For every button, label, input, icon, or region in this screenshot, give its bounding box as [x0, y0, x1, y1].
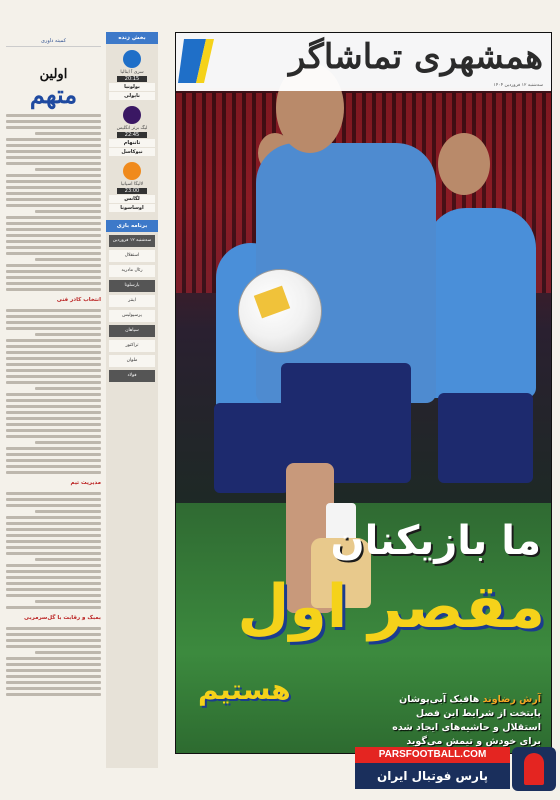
subsection-title-3: بمبک و رقابت با گل‌سرمربی — [24, 615, 101, 621]
schedule-slot: پرسپولیس — [109, 310, 155, 322]
masthead — [176, 33, 551, 91]
match-card — [109, 50, 155, 100]
left-text-column — [6, 38, 101, 778]
match-time: 23:00 — [117, 188, 147, 194]
player-left-shorts — [214, 403, 289, 493]
cover-lead — [376, 693, 541, 749]
cover-lead-name: آرش رضاوند — [482, 694, 541, 705]
masthead-title: همشهری تماشاگر — [288, 37, 543, 77]
player-right-shirt — [426, 208, 536, 398]
cover-headline-main: مقصر اول — [237, 572, 545, 642]
match-competition: لیگ برتر انگلیس — [116, 126, 148, 131]
schedule-slot: بارسلونا — [109, 280, 155, 292]
schedule-header: بخش زنده — [106, 32, 158, 44]
match-home-team: تاتنهام — [109, 139, 155, 147]
schedule-slot: سپاهان — [109, 325, 155, 337]
player-right-shorts — [438, 393, 533, 483]
league-logo-icon — [123, 106, 141, 124]
match-competition: سری آ ایتالیا — [120, 70, 144, 75]
match-card — [109, 162, 155, 212]
match-time: 20:15 — [117, 76, 147, 82]
match-away-team: ناپولی — [109, 92, 155, 100]
subsection-title-2: مدیریت تیم — [70, 480, 101, 486]
credit-url: PARSFOOTBALL.COM — [355, 747, 510, 763]
league-logo-icon — [123, 50, 141, 68]
story-body — [6, 114, 101, 291]
subsection-body-1 — [6, 309, 101, 474]
schedule-slot: ملوان — [109, 355, 155, 367]
match-home-team: لگانس — [109, 195, 155, 203]
cover-headline-top: ما بازیکنان — [330, 518, 541, 564]
credit-name: پارس فوتبال ایران — [355, 763, 510, 789]
match-competition: لالیگا اسپانیا — [120, 182, 144, 187]
match-card — [109, 106, 155, 156]
subsection-body-2 — [6, 492, 101, 609]
cover-photo — [175, 32, 552, 754]
schedule-slot: سه‌شنبه ۱۲ فروردین — [109, 235, 155, 247]
tv-schedule-column — [106, 32, 158, 768]
source-credit — [352, 747, 560, 793]
parsfootball-logo-icon — [512, 747, 556, 791]
match-home-team: بولونیا — [109, 83, 155, 91]
match-time: 22:45 — [117, 132, 147, 138]
schedule-slot: تراکتور — [109, 340, 155, 352]
ball-patch — [254, 286, 290, 319]
player-right-head — [438, 133, 490, 195]
masthead-date: سه‌شنبه ۱۲ فروردین ۱۴۰۴ — [493, 83, 543, 88]
football-icon — [238, 269, 322, 353]
story-kicker: اولین — [39, 67, 68, 82]
subsection-body-3 — [6, 627, 101, 696]
story-headline: متهم — [29, 80, 78, 109]
match-away-team: نیوکاسل — [109, 148, 155, 156]
column-tagline: کمیته داوری — [6, 38, 101, 47]
league-logo-icon — [123, 162, 141, 180]
cover-lead-text: هافبک آبی‌پوشان پایتخت از شرایط این فصل استقلال و حاشیه‌های ایجاد شده برای خودش و تیمش می‌گوید — [392, 694, 541, 747]
schedule-slot: رئال مادرید — [109, 265, 155, 277]
masthead-logo-icon — [176, 35, 216, 87]
cover-headline-bottom: هستیم — [198, 673, 291, 706]
match-away-team: اوساسونا — [109, 204, 155, 212]
schedule-slot: استقلال — [109, 250, 155, 262]
schedule-slot: اینتر — [109, 295, 155, 307]
schedule-header-2: برنامه بازی — [106, 220, 158, 232]
subsection-title-1: انتخاب کادر فنی — [56, 297, 101, 303]
schedule-slot: فولاد — [109, 370, 155, 382]
